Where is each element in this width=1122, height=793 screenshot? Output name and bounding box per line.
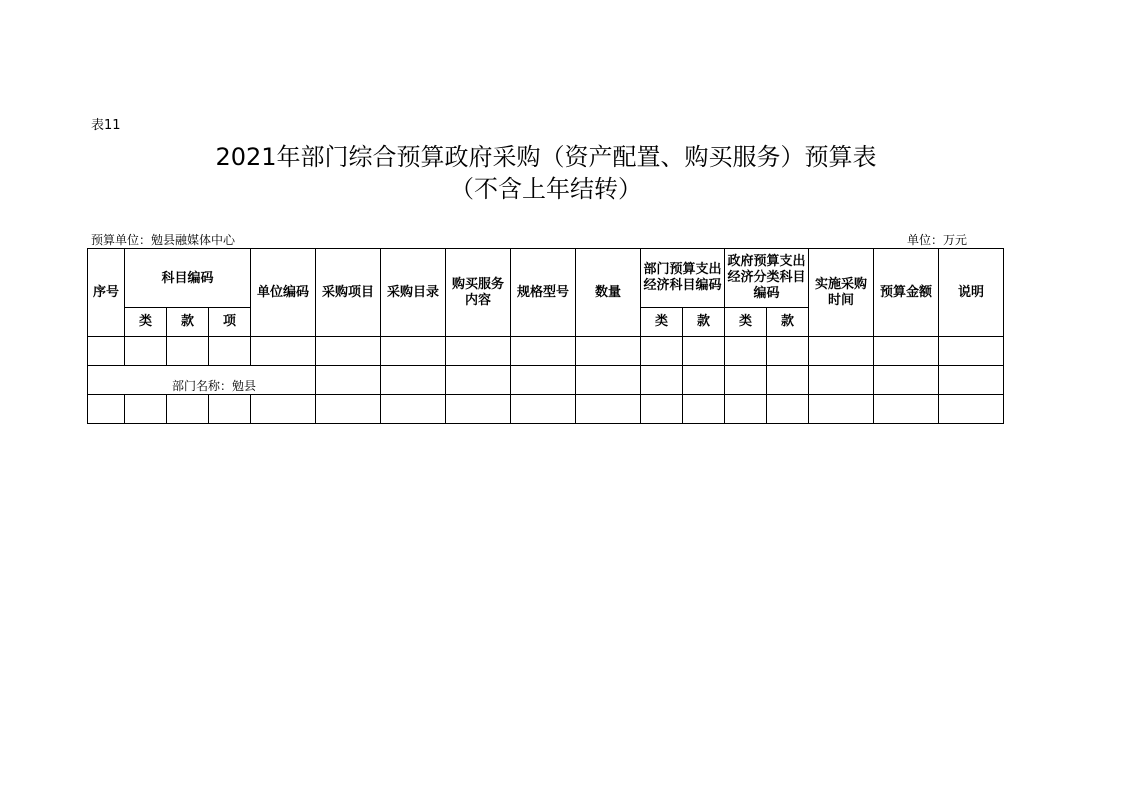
header-gov-econ-code: 政府预算支出经济分类科目编码 xyxy=(725,249,809,308)
header-gov-section: 款 xyxy=(767,308,809,337)
budget-unit-label: 预算单位：勉县融媒体中心 xyxy=(91,233,236,247)
header-section: 款 xyxy=(167,308,209,337)
header-seq: 序号 xyxy=(88,249,125,337)
currency-unit-label: 单位：万元 xyxy=(907,233,968,247)
header-subject-code: 科目编码 xyxy=(125,249,251,308)
table-row xyxy=(88,337,1004,366)
header-dept-section: 款 xyxy=(683,308,725,337)
header-quantity: 数量 xyxy=(576,249,641,337)
header-gov-class: 类 xyxy=(725,308,767,337)
table-number: 表11 xyxy=(91,118,121,133)
page-subtitle: （不含上年结转） xyxy=(450,175,642,203)
header-unit-code: 单位编码 xyxy=(251,249,316,337)
header-service-content: 购买服务内容 xyxy=(446,249,511,337)
procurement-budget-table xyxy=(87,248,1004,424)
header-spec-model: 规格型号 xyxy=(511,249,576,337)
header-dept-class: 类 xyxy=(641,308,683,337)
header-purchase-catalog: 采购目录 xyxy=(381,249,446,337)
page-title: 2021年部门综合预算政府采购（资产配置、购买服务）预算表 xyxy=(215,143,877,171)
header-impl-time: 实施采购时间 xyxy=(809,249,874,337)
header-purchase-item: 采购项目 xyxy=(316,249,381,337)
header-item: 项 xyxy=(209,308,251,337)
header-class: 类 xyxy=(125,308,167,337)
header-dept-econ-code: 部门预算支出经济科目编码 xyxy=(641,249,725,308)
table-header-row xyxy=(88,249,1004,308)
department-name-row xyxy=(88,366,1004,395)
header-remark: 说明 xyxy=(939,249,1004,337)
department-name: 部门名称：勉县 xyxy=(88,366,316,395)
header-budget-amount: 预算金额 xyxy=(874,249,939,337)
table-row xyxy=(88,395,1004,424)
